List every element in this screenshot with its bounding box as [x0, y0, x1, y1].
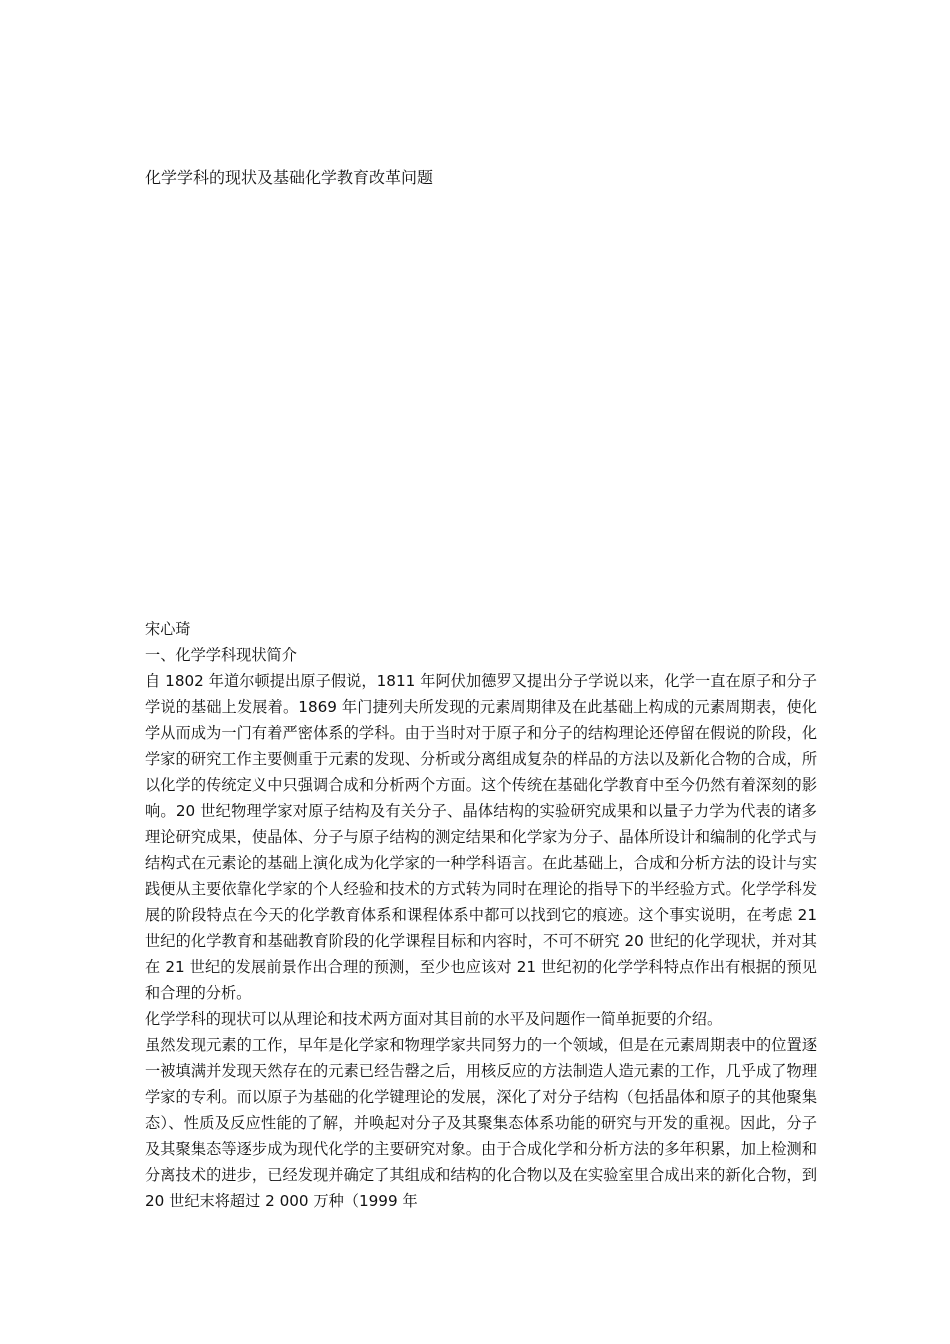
paragraph-3: 虽然发现元素的工作，早年是化学家和物理学家共同努力的一个领域，但是在元素周期表中的位置逐一被填满并发现天然存在的元素已经告罄之后，用核反应的方法制造人造元素的工作，几乎成了物理学家的专利。而以原子为基础的化学键理论的发展，深化了对分子结构（包括晶体和原子的其他聚集态）、性质及反应性能的了解，并唤起对分子及其聚集态体系功能的研究与开发的重视。因此，分子及其聚集态等逐步成为现代化学的主要研究对象。由于合成化学和分析方法的多年积累，加上检测和分离技术的进步，已经发现并确定了其组成和结构的化合物以及在实验室里合成出来的新化合物，到 20 世纪末将超过 2 000 万种（1999 年	[145, 1036, 817, 1210]
section-heading: 一、化学学科现状简介	[145, 646, 297, 664]
paragraph-2: 化学学科的现状可以从理论和技术两方面对其目前的水平及问题作一简单扼要的介绍。	[145, 1010, 723, 1028]
paragraph-1: 自 1802 年道尔顿提出原子假说，1811 年阿伏加德罗又提出分子学说以来，化学一直在原子和分子学说的基础上发展着。1869 年门捷列夫所发现的元素周期律及在此基础上构成的元素周期表，使化学从而成为一门有着严密体系的学科。由于当时对于原子和分子的结构理论还停留在假说的阶段，化学家的研究工作主要侧重于元素的发现、分析或分离组成复杂的样品的方法以及新化合物的合成，所以化学的传统定义中只强调合成和分析两个方面。这个传统在基础化学教育中至今仍然有着深刻的影响。20 世纪物理学家对原子结构及有关分子、晶体结构的实验研究成果和以量子力学为代表的诸多理论研究成果，使晶体、分子与原子结构的测定结果和化学家为分子、晶体所设计和编制的化学式与结构式在元素论的基础上演化成为化学家的一种学科语言。在此基础上，合成和分析方法的设计与实践便从主要依靠化学家的个人经验和技术的方式转为同时在理论的指导下的半经验方式。化学学科发展的阶段特点在今天的化学教育体系和课程体系中都可以找到它的痕迹。这个事实说明，在考虑 21 世纪的化学教育和基础教育阶段的化学课程目标和内容时，不可不研究 20 世纪的化学现状，并对其在 21 世纪的发展前景作出合理的预测，至少也应该对 21 世纪初的化学学科特点作出有根据的预见和合理的分析。	[145, 672, 817, 1002]
author-name: 宋心琦	[145, 620, 191, 638]
document-title: 化学学科的现状及基础化学教育改革问题	[145, 168, 434, 187]
document-body	[145, 616, 817, 1214]
